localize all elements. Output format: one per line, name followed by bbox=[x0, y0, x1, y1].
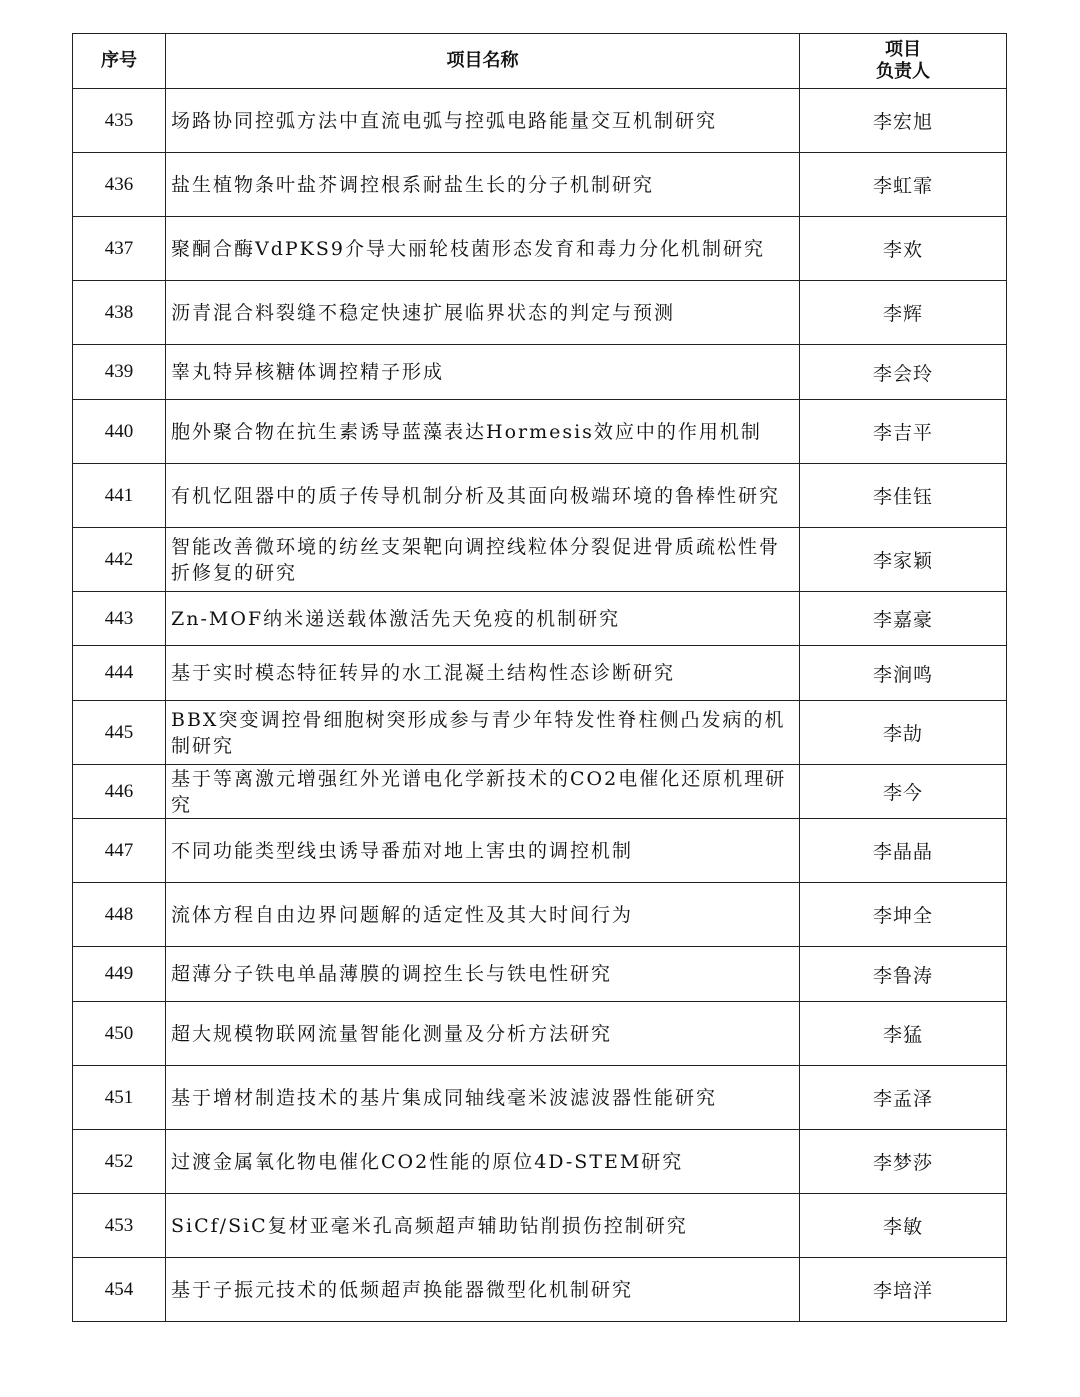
cell-leader: 李嘉豪 bbox=[800, 592, 1007, 646]
cell-project-name: SiCf/SiC复材亚毫米孔高频超声辅助钻削损伤控制研究 bbox=[166, 1194, 800, 1258]
cell-seq: 451 bbox=[73, 1066, 166, 1130]
cell-leader: 李吉平 bbox=[800, 400, 1007, 464]
cell-seq: 440 bbox=[73, 400, 166, 464]
table-row bbox=[73, 281, 1007, 345]
cell-project-name: 胞外聚合物在抗生素诱导蓝藻表达Hormesis效应中的作用机制 bbox=[166, 400, 800, 464]
cell-project-name: 不同功能类型线虫诱导番茄对地上害虫的调控机制 bbox=[166, 819, 800, 883]
cell-leader: 李猛 bbox=[800, 1002, 1007, 1066]
cell-leader: 李敏 bbox=[800, 1194, 1007, 1258]
cell-seq: 441 bbox=[73, 464, 166, 528]
cell-project-name: 基于实时模态特征转异的水工混凝土结构性态诊断研究 bbox=[166, 646, 800, 701]
table-row bbox=[73, 1130, 1007, 1194]
table-row bbox=[73, 947, 1007, 1002]
cell-project-name: 睾丸特异核糖体调控精子形成 bbox=[166, 345, 800, 400]
cell-seq: 436 bbox=[73, 153, 166, 217]
table-row bbox=[73, 153, 1007, 217]
table-row bbox=[73, 345, 1007, 400]
table-row bbox=[73, 217, 1007, 281]
cell-project-name: 流体方程自由边界问题解的适定性及其大时间行为 bbox=[166, 883, 800, 947]
cell-seq: 442 bbox=[73, 528, 166, 592]
table-row bbox=[73, 1194, 1007, 1258]
cell-project-name: 基于等离激元增强红外光谱电化学新技术的CO2电催化还原机理研究 bbox=[166, 765, 800, 819]
cell-leader: 李今 bbox=[800, 765, 1007, 819]
table-row bbox=[73, 765, 1007, 819]
cell-leader: 李梦莎 bbox=[800, 1130, 1007, 1194]
table-body bbox=[73, 89, 1007, 1322]
cell-leader: 李虹霏 bbox=[800, 153, 1007, 217]
cell-project-name: 基于子振元技术的低频超声换能器微型化机制研究 bbox=[166, 1258, 800, 1322]
cell-leader: 李涧鸣 bbox=[800, 646, 1007, 701]
cell-seq: 454 bbox=[73, 1258, 166, 1322]
table-row bbox=[73, 89, 1007, 153]
cell-project-name: 聚酮合酶VdPKS9介导大丽轮枝菌形态发育和毒力分化机制研究 bbox=[166, 217, 800, 281]
cell-leader: 李鲁涛 bbox=[800, 947, 1007, 1002]
table-row bbox=[73, 646, 1007, 701]
table-row bbox=[73, 464, 1007, 528]
table-row bbox=[73, 1066, 1007, 1130]
cell-project-name: 智能改善微环境的纺丝支架靶向调控线粒体分裂促进骨质疏松性骨折修复的研究 bbox=[166, 528, 800, 592]
cell-seq: 437 bbox=[73, 217, 166, 281]
cell-seq: 450 bbox=[73, 1002, 166, 1066]
cell-leader: 李佳钰 bbox=[800, 464, 1007, 528]
table-row bbox=[73, 592, 1007, 646]
table-row bbox=[73, 819, 1007, 883]
cell-project-name: 有机忆阻器中的质子传导机制分析及其面向极端环境的鲁棒性研究 bbox=[166, 464, 800, 528]
cell-seq: 438 bbox=[73, 281, 166, 345]
cell-seq: 444 bbox=[73, 646, 166, 701]
table-row bbox=[73, 883, 1007, 947]
cell-project-name: BBX突变调控骨细胞树突形成参与青少年特发性脊柱侧凸发病的机制研究 bbox=[166, 701, 800, 765]
cell-seq: 452 bbox=[73, 1130, 166, 1194]
cell-project-name: 盐生植物条叶盐芥调控根系耐盐生长的分子机制研究 bbox=[166, 153, 800, 217]
cell-seq: 448 bbox=[73, 883, 166, 947]
header-leader: 项目 负责人 bbox=[800, 34, 1007, 89]
cell-leader: 李会玲 bbox=[800, 345, 1007, 400]
table-row bbox=[73, 1002, 1007, 1066]
cell-leader: 李孟泽 bbox=[800, 1066, 1007, 1130]
cell-project-name: Zn-MOF纳米递送载体激活先天免疫的机制研究 bbox=[166, 592, 800, 646]
cell-project-name: 基于增材制造技术的基片集成同轴线毫米波滤波器性能研究 bbox=[166, 1066, 800, 1130]
cell-seq: 445 bbox=[73, 701, 166, 765]
cell-leader: 李欢 bbox=[800, 217, 1007, 281]
cell-leader: 李培洋 bbox=[800, 1258, 1007, 1322]
header-name: 项目名称 bbox=[166, 34, 800, 89]
header-seq: 序号 bbox=[73, 34, 166, 89]
cell-project-name: 沥青混合料裂缝不稳定快速扩展临界状态的判定与预测 bbox=[166, 281, 800, 345]
cell-seq: 435 bbox=[73, 89, 166, 153]
cell-project-name: 超薄分子铁电单晶薄膜的调控生长与铁电性研究 bbox=[166, 947, 800, 1002]
cell-project-name: 场路协同控弧方法中直流电弧与控弧电路能量交互机制研究 bbox=[166, 89, 800, 153]
table-row bbox=[73, 1258, 1007, 1322]
cell-seq: 439 bbox=[73, 345, 166, 400]
cell-leader: 李辉 bbox=[800, 281, 1007, 345]
cell-project-name: 过渡金属氧化物电催化CO2性能的原位4D-STEM研究 bbox=[166, 1130, 800, 1194]
cell-leader: 李宏旭 bbox=[800, 89, 1007, 153]
table-row bbox=[73, 400, 1007, 464]
cell-leader: 李家颖 bbox=[800, 528, 1007, 592]
cell-seq: 446 bbox=[73, 765, 166, 819]
table-row bbox=[73, 701, 1007, 765]
table-row bbox=[73, 528, 1007, 592]
cell-project-name: 超大规模物联网流量智能化测量及分析方法研究 bbox=[166, 1002, 800, 1066]
cell-seq: 453 bbox=[73, 1194, 166, 1258]
header-row bbox=[73, 34, 1007, 89]
cell-leader: 李坤全 bbox=[800, 883, 1007, 947]
cell-leader: 李晶晶 bbox=[800, 819, 1007, 883]
project-table bbox=[72, 33, 1007, 1322]
cell-seq: 449 bbox=[73, 947, 166, 1002]
cell-leader: 李劼 bbox=[800, 701, 1007, 765]
cell-seq: 443 bbox=[73, 592, 166, 646]
cell-seq: 447 bbox=[73, 819, 166, 883]
